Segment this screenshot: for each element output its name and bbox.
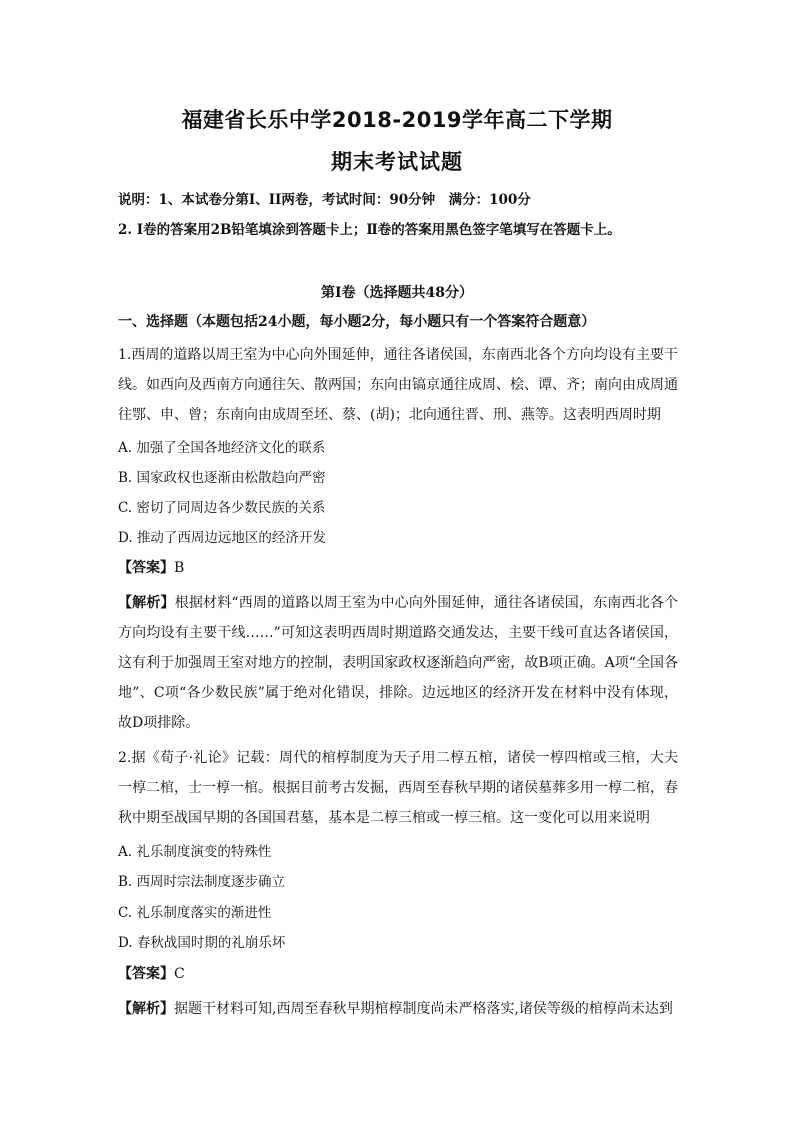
analysis-tag: 【解析】 xyxy=(118,1001,174,1017)
document-subtitle: 期末考试试题 xyxy=(331,150,463,174)
exam-note-line2: 2. Ⅰ卷的答案用2B铅笔填涂到答题卡上；Ⅱ卷的答案用黑色签字笔填写在答题卡上。 xyxy=(118,222,621,238)
answer-value: B xyxy=(174,560,185,576)
question-2-option-a: A. 礼乐制度演变的特殊性 xyxy=(118,844,272,860)
question-1-option-c: C. 密切了同周边各少数民族的关系 xyxy=(118,500,326,516)
document-title: 福建省长乐中学2018-2019学年高二下学期 xyxy=(181,108,613,132)
answer-value: C xyxy=(174,966,185,982)
question-2-analysis xyxy=(118,994,678,1024)
analysis-text: 根据材料“西周的道路以周王室为中心向外围延伸，通往各诸侯国，东南西北各个方向均设有主要干线……”可知这表明西周时期道路交通发达，主要干线可直达各诸侯国，这有利于加强周王室对地方的控制，表明国家政权逐渐趋向严密，故B项正确。A项“全国各地”、C项“各少数民族”属于绝对化错误，排除。边远地区的经济开发在材料中没有体现，故D项排除。 xyxy=(118,595,679,731)
question-1-option-d: D. 推动了西周边远地区的经济开发 xyxy=(118,530,326,546)
question-2-answer xyxy=(118,963,185,983)
question-1-analysis xyxy=(118,588,678,738)
section-title: 第Ⅰ卷（选择题共48分） xyxy=(320,285,474,301)
analysis-text: 据题干材料可知,西周至春秋早期棺椁制度尚未严格落实,诸侯等级的棺椁尚未达到 xyxy=(174,1001,673,1017)
question-2-option-d: D. 春秋战国时期的礼崩乐坏 xyxy=(118,935,286,951)
question-2-option-c: C. 礼乐制度落实的渐进性 xyxy=(118,905,272,921)
question-1-option-b: B. 国家政权也逐渐由松散趋向严密 xyxy=(118,470,326,486)
question-1-option-a: A. 加强了全国各地经济文化的联系 xyxy=(118,440,326,456)
question-1-answer xyxy=(118,557,184,577)
section-heading: 一、选择题（本题包括24小题，每小题2分，每小题只有一个答案符合题意） xyxy=(118,314,596,330)
question-2-option-b: B. 西周时宗法制度逐步确立 xyxy=(118,874,286,890)
analysis-tag: 【解析】 xyxy=(118,595,175,611)
answer-tag: 【答案】 xyxy=(118,966,174,982)
exam-note-line1: 说明：1、本试卷分第I、II两卷，考试时间：90分钟 满分：100分 xyxy=(118,192,531,208)
question-1-stem: 1.西周的道路以周王室为中心向外围延伸，通往各诸侯国，东南西北各个方向均设有主要干线。如西向及西南方向通往矢、散两国；东向由镐京通往成周、桧、谭、齐；南向由成周通往鄂、申、曾；东南向由成周至坯、蔡、(胡)；北向通往晋、刑、燕等。这表明西周时期 xyxy=(118,347,678,423)
answer-tag: 【答案】 xyxy=(118,560,174,576)
question-2-stem: 2.据《荀子·礼论》记载：周代的棺椁制度为天子用二椁五棺，诸侯一椁四棺或三棺，大夫一椁二棺，士一椁一棺。根据目前考古发掘，西周至春秋早期的诸侯墓葬多用一椁二棺，春秋中期至战国早期的各国国君墓，基本是二椁三棺或一椁三棺。这一变化可以用来说明 xyxy=(118,750,678,826)
